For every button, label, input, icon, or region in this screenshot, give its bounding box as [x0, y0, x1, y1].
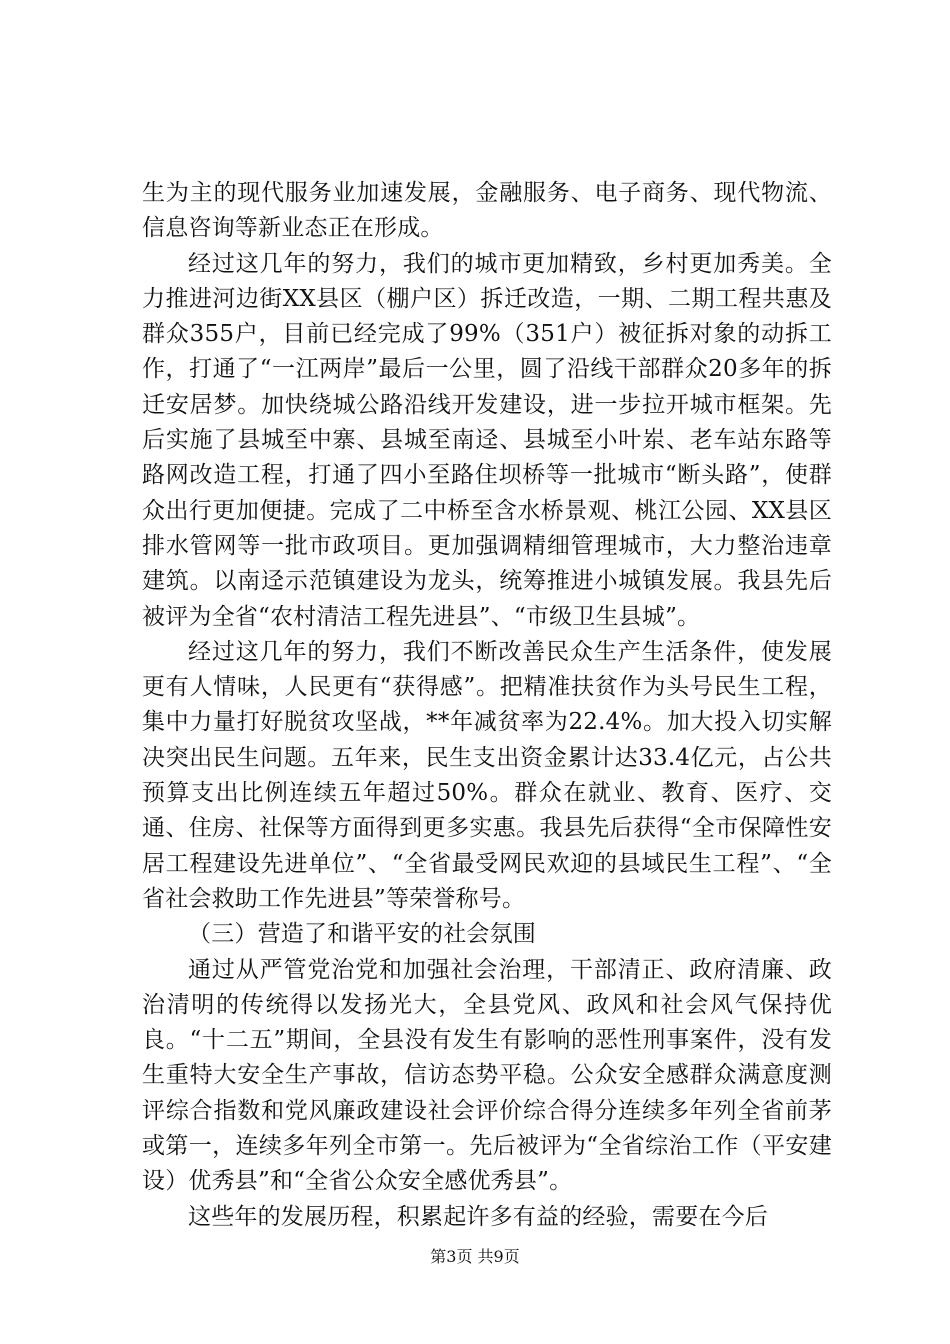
paragraph-social-governance: 通过从严管党治党和加强社会治理，干部清正、政府清廉、政治清明的传统得以发扬光大，全县党风、政风和社会风气保持优良。“十二五”期间，全县没有发生有影响的恶性刑事案件，没有发生重特大安全生产事故，信访态势平稳。公众安全感群众满意度测评综合指数和党风廉政建设社会评价综合得分连续多年列全省前茅或第一，连续多年列全市第一。先后被评为“全省综治工作（平安建设）优秀县”和“全省公众安全感优秀县”。	[142, 956, 832, 1195]
paragraph-city-development: 经过这几年的努力，我们的城市更加精致，乡村更加秀美。全力推进河边街XX县区（棚户区）拆迁改造，一期、二期工程共惠及群众355户，目前已经完成了99%（351户）被征拆对象的动拆工作，打通了“一江两岸”最后一公里，圆了沿线干部群众20多年的拆迁安居梦。加快绕城公路沿线开发建设，进一步拉开城市框架。先后实施了县城至中寨、县城至南迳、县城至小叶岽、老车站东路等路网改造工程，打通了四小至路住坝桥等一批城市“断头路”，使群众出行更加便捷。完成了二中桥至含水桥景观、桃江公园、XX县区排水管网等一批市政项目。更加强调精细管理城市，大力整治违章建筑。以南迳示范镇建设为龙头，统筹推进小城镇发展。我县先后被评为全省“农村清洁工程先进县”、“市级卫生县城”。	[142, 250, 832, 630]
section-heading: （三）营造了和谐平安的社会氛围	[188, 921, 536, 948]
paragraph-livelihood: 经过这几年的努力，我们不断改善民众生产生活条件，使发展更有人情味，人民更有“获得感”。把精准扶贫作为头号民生工程，集中力量打好脱贫攻坚战，**年减贫率为22.4%。加大投入切实解决突出民生问题。五年来，民生支出资金累计达33.4亿元，占公共预算支出比例连续五年超过50%。群众在就业、教育、医疗、交通、住房、社保等方面得到更多实惠。我县先后获得“全市保障性安居工程建设先进单位”、“全省最受网民欢迎的县域民生工程”、“全省社会救助工作先进县”等荣誉称号。	[142, 638, 832, 912]
body-text	[142, 176, 832, 1235]
page-footer: 第3页 共9页	[430, 1247, 520, 1266]
paragraph-experience: 这些年的发展历程，积累起许多有益的经验，需要在今后	[188, 1203, 768, 1230]
paragraph-continuation: 生为主的现代服务业加速发展，金融服务、电子商务、现代物流、信息咨询等新业态正在形成。	[142, 180, 832, 242]
